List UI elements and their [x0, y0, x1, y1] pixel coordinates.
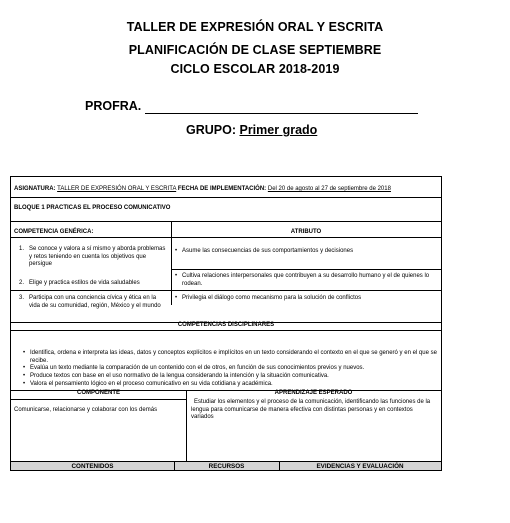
- attribute-item: • Cultiva relaciones interpersonales que contribuyen a su desarrollo humano y el de quienes lo rodean.: [175, 273, 437, 288]
- disciplinary-text: Identifica, ordena e interpreta las ideas, datos y conceptos explícitos e implícitos en un texto considerando el contexto en el que se generó y en el que se recibe.: [30, 350, 437, 364]
- attribute-text: Cultiva relaciones interpersonales que contribuyen a su desarrollo humano y el de quienes lo rodean.: [182, 273, 430, 287]
- disciplinary-competencies-header: COMPETENCIAS DISCIPLINARES: [177, 322, 275, 328]
- disciplinary-text: Produce textos con base en el uso normativo de la lengua considerando la intención y la situación comunicativa.: [30, 373, 329, 379]
- generic-competency-item: 1. Se conoce y valora a sí mismo y aborda problemas y retos teniendo en cuenta los objetivos que persigue: [19, 246, 166, 267]
- divider: [11, 197, 441, 198]
- group-label: GRUPO:: [186, 123, 236, 137]
- contents-table-header: [10, 461, 442, 471]
- expected-learning-value: Estudiar los elementos y el proceso de la comunicación, identificando las funciones de la lengua para comunicarse de manera efectiva con distintas personas y en contextos variados: [191, 399, 431, 420]
- title-school-year: CICLO ESCOLAR 2018-2019: [170, 62, 340, 76]
- teacher-label: PROFRA.: [85, 99, 142, 113]
- generic-competency-text: Participa con una conciencia cívica y ética en la vida de su comunidad, región, México y el mundo: [29, 295, 161, 309]
- column-divider: [186, 390, 187, 467]
- group-line: [186, 123, 317, 137]
- disciplinary-item: • Evalúa un texto mediante la comparación de un contenido con el de otros, en función de sus conocimientos previos y nuevos.: [23, 365, 437, 373]
- column-divider: [171, 221, 172, 305]
- subject-row: [14, 186, 440, 194]
- generic-competency-item: 2. Elige y practica estilos de vida saludables: [19, 280, 167, 288]
- subject-value: TALLER DE EXPRESIÓN ORAL Y ESCRITA: [57, 186, 177, 192]
- divider: [11, 237, 441, 238]
- group-value: Primer grado: [239, 123, 318, 137]
- generic-competency-text: Elige y practica estilos de vida saludables: [29, 280, 140, 286]
- implementation-date-value: Del 20 de agosto al 27 de septiembre de 2018: [267, 186, 391, 192]
- disciplinary-text: Valora el pensamiento lógico en el proceso comunicativo en su vida cotidiana y académica.: [30, 381, 273, 387]
- contents-column-header: CONTENIDOS: [71, 463, 114, 470]
- divider: [11, 330, 441, 331]
- disciplinary-text: Evalúa un texto mediante la comparación de un contenido con el de otros, en función de sus conocimientos previos y nuevos.: [30, 365, 365, 371]
- implementation-date-label: FECHA DE IMPLEMENTACIÓN:: [177, 186, 267, 192]
- component-header: COMPONENTE: [76, 390, 120, 396]
- title-planning: PLANIFICACIÓN DE CLASE SEPTIEMBRE: [128, 43, 382, 57]
- resources-column-header: RECURSOS: [208, 463, 245, 470]
- generic-competency-item: 3. Participa con una conciencia cívica y ética en la vida de su comunidad, región, México y el mundo: [19, 295, 167, 310]
- component-value: Comunicarse, relacionarse y colaborar con los demás: [14, 407, 158, 413]
- generic-competency-header: COMPETENCIA GENÉRICA:: [14, 229, 94, 235]
- attribute-text: Privilegia el diálogo como mecanismo para la solución de conflictos: [182, 295, 362, 301]
- attribute-text: Asume las consecuencias de sus comportamientos y decisiones: [182, 248, 354, 254]
- expected-learning-header: APRENDIZAJE ESPERADO: [274, 390, 353, 396]
- divider: [11, 221, 441, 222]
- disciplinary-item: • Valora el pensamiento lógico en el proceso comunicativo en su vida cotidiana y académica.: [23, 381, 437, 389]
- divider: [171, 269, 441, 270]
- attribute-header: ATRIBUTO: [290, 229, 322, 235]
- teacher-name-blank-line: [145, 113, 418, 114]
- divider: [11, 290, 441, 291]
- disciplinary-item: • Identifica, ordena e interpreta las ideas, datos y conceptos explícitos e implícitos en un texto considerando el contexto en el que se generó y en el que se recibe.: [23, 350, 437, 364]
- generic-competency-text: Se conoce y valora a sí mismo y aborda problemas y retos teniendo en cuenta los objetivos que persigue: [29, 246, 166, 267]
- attribute-item: • Privilegia el diálogo como mecanismo para la solución de conflictos: [175, 295, 437, 303]
- disciplinary-item: • Produce textos con base en el uso normativo de la lengua considerando la intención y la situación comunicativa.: [23, 373, 437, 381]
- subject-label: ASIGNATURA:: [14, 186, 56, 192]
- planning-table: [10, 176, 442, 468]
- block-title: BLOQUE 1 PRACTICAS EL PROCESO COMUNICATIVO: [14, 205, 171, 211]
- evidence-evaluation-column-header: EVIDENCIAS Y EVALUACIÓN: [316, 463, 404, 470]
- attribute-item: • Asume las consecuencias de sus comportamientos y decisiones: [175, 248, 437, 256]
- divider: [11, 399, 186, 400]
- title-workshop: TALLER DE EXPRESIÓN ORAL Y ESCRITA: [126, 20, 384, 34]
